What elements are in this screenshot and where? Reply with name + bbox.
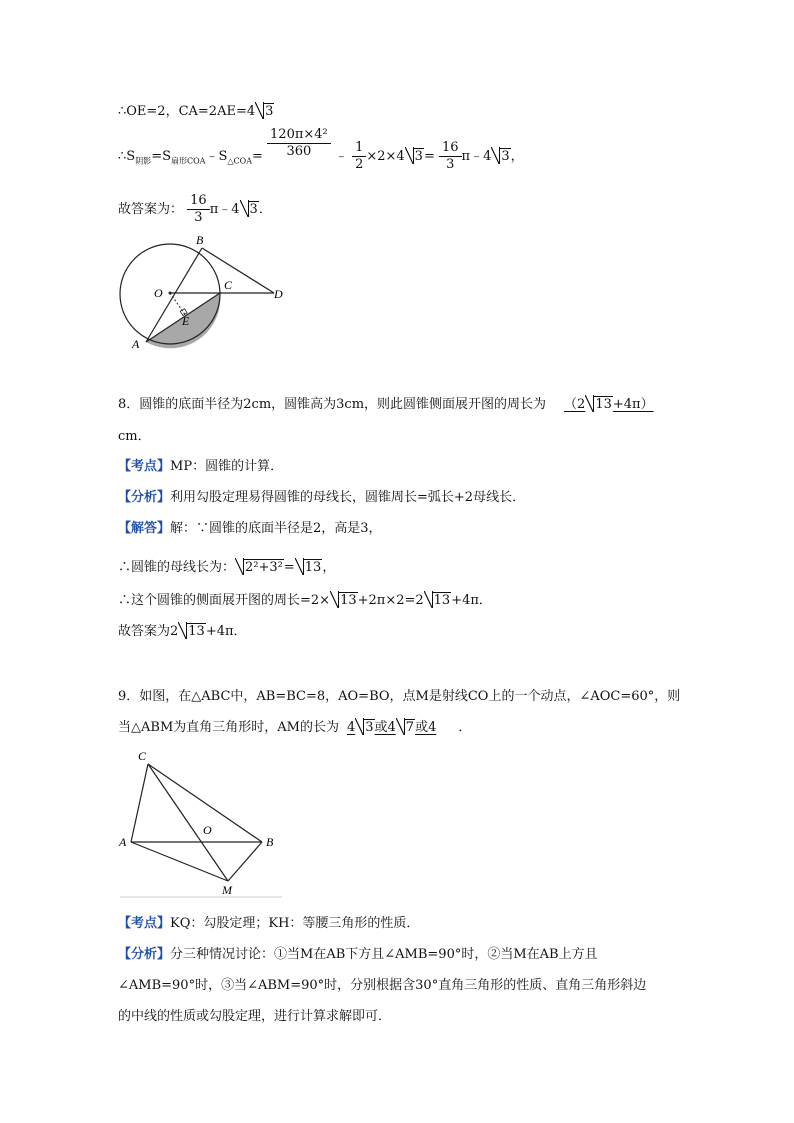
label-o: O <box>203 823 212 837</box>
q9-answer-blank: 4 3或4 7或4 <box>346 720 437 735</box>
answer-fraction: $\frac{16}{3}$ <box>187 193 210 226</box>
segment-cm <box>148 764 228 881</box>
point-o <box>169 292 172 295</box>
q9-kaodian: 【考点】KQ：勾股定理；KH：等腰三角形的性质． <box>118 916 420 931</box>
q8-answer-blank: （2 13+4π） <box>564 397 654 412</box>
q9-fenxi-1: 【分析】分三种情况讨论：①当M在AB下方且∠AMB=90°时，②当M在AB上方且 <box>118 947 598 962</box>
answer-line-prev: 故答案为： $\frac{16}{3}$ π﹣4 3． <box>118 193 272 225</box>
label-m: M <box>222 883 232 897</box>
label-b: B <box>266 835 274 849</box>
segment-ca <box>131 764 148 842</box>
sqrt-3: 3 <box>255 103 274 121</box>
q8-kaodian: 【考点】MP：圆锥的计算． <box>118 459 284 474</box>
label-a: A <box>132 337 140 351</box>
q9-fenxi-3: 的中线的性质或勾股定理，进行计算求解即可． <box>118 1009 392 1024</box>
q8-step1: ∴圆锥的母线长为： 2²+3²= 13， <box>118 560 336 575</box>
fraction-half: $\frac{1}{2}$ <box>352 140 366 173</box>
fraction-sector: $\frac{\text{120π×4²}}{360}$ <box>267 127 331 160</box>
q8-answer: 故答案为2 13+4π． <box>118 624 247 639</box>
label-b: B <box>196 233 204 247</box>
q9-stem-1: 9．如图，在△ABC中，AB=BC=8，AO=BO，点M是射线CO上的一个动点，∠AOC=60°，则 <box>118 689 681 704</box>
segment-am <box>131 842 228 881</box>
label-c: C <box>138 749 147 763</box>
q9-stem-2: 当△ABM为直角三角形时，AM的长为 4 3或4 7或4 ． <box>118 720 472 735</box>
triangle-figure <box>116 748 286 900</box>
q8-step2: ∴这个圆锥的侧面展开图的周长=2× 13+2π×2=2 13+4π． <box>118 593 492 608</box>
label-o: O <box>154 286 163 300</box>
solution-line-oe: ∴OE=2，CA=2AE=4 3 <box>118 104 274 119</box>
q8-fenxi: 【分析】利用勾股定理易得圆锥的母线长，圆锥周长=弧长+2母线长． <box>118 490 526 505</box>
solution-line-area: $\therefore S_{阴影}=S_{扇形COA}﹣S_{\triangle COA}=$ $\frac{\text{120π×4²}}{360}$ ﹣ $\frac{1}{2}$ ×2×4 3= $\frac{16}{3}$ π﹣4 3， <box>118 127 524 172</box>
segment-oe <box>170 293 186 316</box>
q8-unit: cm． <box>118 429 151 444</box>
label-e: E <box>182 314 190 328</box>
segment-bm <box>228 842 262 881</box>
segment-bd <box>202 248 274 293</box>
q9-fenxi-2: ∠AMB=90°时，③当∠ABM=90°时，分别根据含30°直角三角形的性质、直角三角形斜边 <box>118 978 647 993</box>
circle-tangent-figure <box>116 232 296 354</box>
q8-stem: 8．圆锥的底面半径为2cm，圆锥高为3cm，则此圆锥侧面展开图的周长为 （2 13+4π） <box>118 397 654 412</box>
label-d: D <box>274 287 283 301</box>
fraction-sixteen-thirds: $\frac{16}{3}$ <box>439 140 462 173</box>
label-c: C <box>224 278 233 292</box>
label-a: A <box>119 835 127 849</box>
q8-jieda: 【解答】解：∵圆锥的底面半径是2，高是3， <box>118 521 382 536</box>
